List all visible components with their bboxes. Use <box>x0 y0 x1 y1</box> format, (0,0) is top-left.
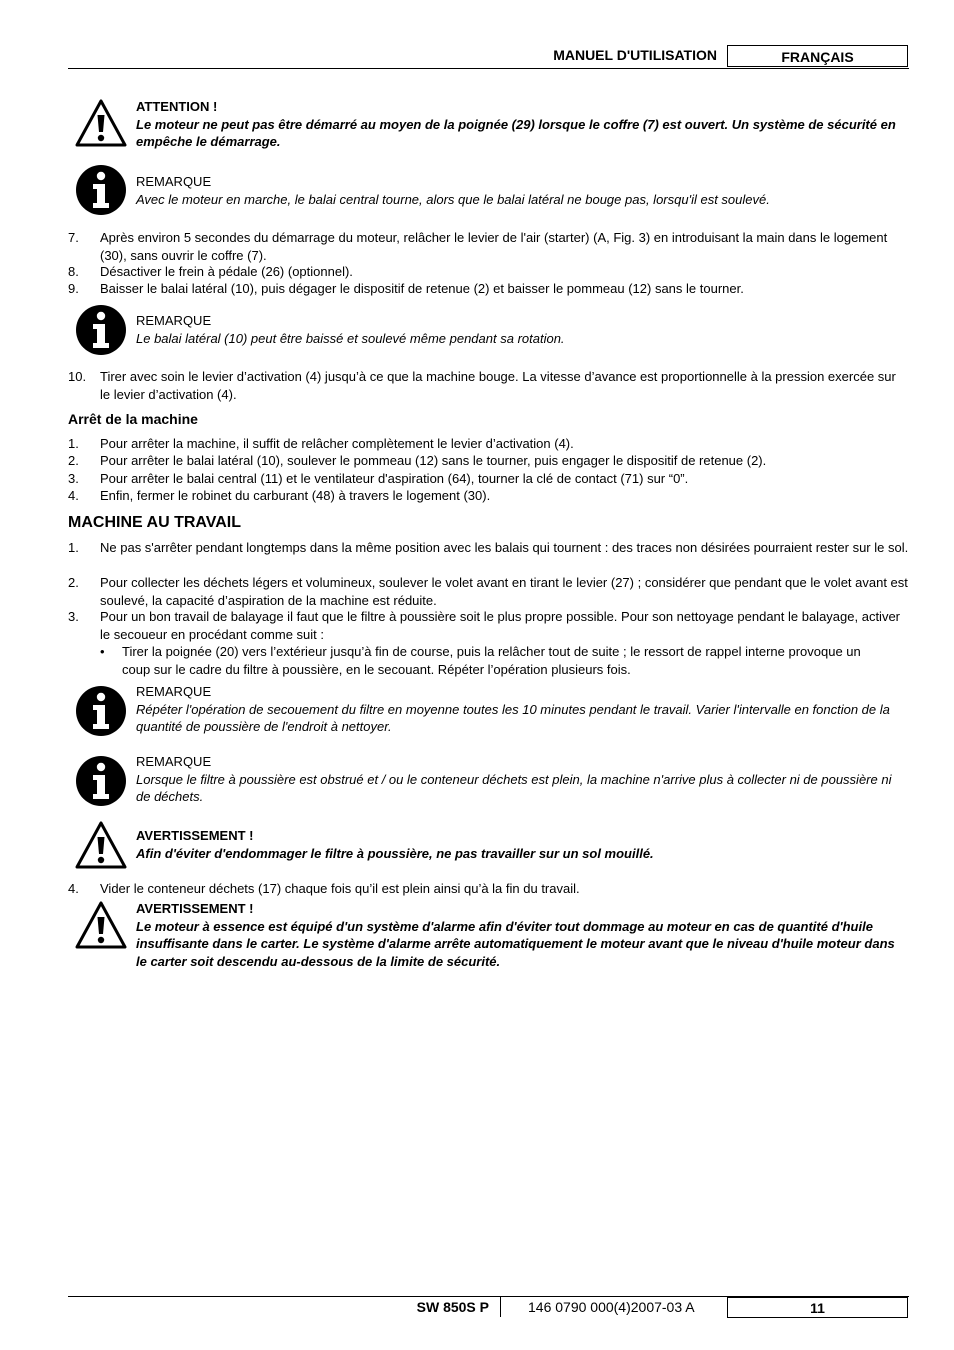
footer-divider <box>500 1297 501 1317</box>
note-label: REMARQUE <box>136 174 212 189</box>
model-name: SW 850S P <box>416 1299 489 1315</box>
note-text: Le moteur à essence est équipé d'un système d'alarme afin d'éviter tout dommage au moteur en cas de quantité d'huile insuffisante dans le carter. Le système d'alarme arrête automatiquement le moteur avant que le niveau d'huile moteur dans le carter soit descendu au-dessous de la limite de sécurité. <box>136 918 895 969</box>
note-label: ATTENTION ! <box>136 99 218 114</box>
info-circle-icon <box>75 164 127 216</box>
page-number: 11 <box>727 1297 908 1318</box>
warning-note <box>75 900 909 970</box>
note-label: REMARQUE <box>136 313 212 328</box>
info-circle-icon <box>75 304 127 356</box>
language-label: FRANÇAIS <box>727 45 908 67</box>
warning-triangle-icon <box>75 820 127 872</box>
note-label: REMARQUE <box>136 754 212 769</box>
note-text: Lorsque le filtre à poussière est obstrué et / ou le conteneur déchets est plein, la machine n'arrive plus à collecter ni de poussière ni de déchets. <box>136 771 892 804</box>
remark-note <box>75 683 909 735</box>
warning-triangle-icon <box>75 98 127 150</box>
note-label: AVERTISSEMENT ! <box>136 828 254 843</box>
remark-note <box>75 304 909 356</box>
note-text: Répéter l'opération de secouement du filtre en moyenne toutes les 10 minutes pendant le travail. Varier l'intervalle en fonction de la quantité de poussière de l'endroit à nettoyer. <box>136 701 890 734</box>
info-circle-icon <box>75 685 127 737</box>
note-text: Avec le moteur en marche, le balai central tourne, alors que le balai latéral ne bouge pas, lorsqu'il est soulevé. <box>136 191 770 207</box>
warning-note <box>75 822 909 870</box>
section-heading-stop: Arrêt de la machine <box>68 411 198 427</box>
warning-triangle-icon <box>75 900 127 952</box>
remark-note <box>75 164 909 216</box>
header-rule <box>68 68 909 69</box>
remark-note <box>75 753 909 805</box>
manual-title: MANUEL D'UTILISATION <box>553 47 717 63</box>
note-text: Le balai latéral (10) peut être baissé et soulevé même pendant sa rotation. <box>136 330 565 346</box>
note-label: REMARQUE <box>136 684 212 699</box>
note-label: AVERTISSEMENT ! <box>136 901 254 916</box>
attention-note <box>75 98 909 148</box>
section-heading-work: MACHINE AU TRAVAIL <box>68 514 242 531</box>
info-circle-icon <box>75 755 127 807</box>
note-text: Afin d'éviter d'endommager le filtre à poussière, ne pas travailler sur un sol mouillé. <box>136 845 654 861</box>
note-text: Le moteur ne peut pas être démarré au moyen de la poignée (29) lorsque le coffre (7) est ouvert. Un système de sécurité en empêche le démarrage. <box>136 116 896 149</box>
document-code: 146 0790 000(4)2007-03 A <box>528 1299 695 1315</box>
